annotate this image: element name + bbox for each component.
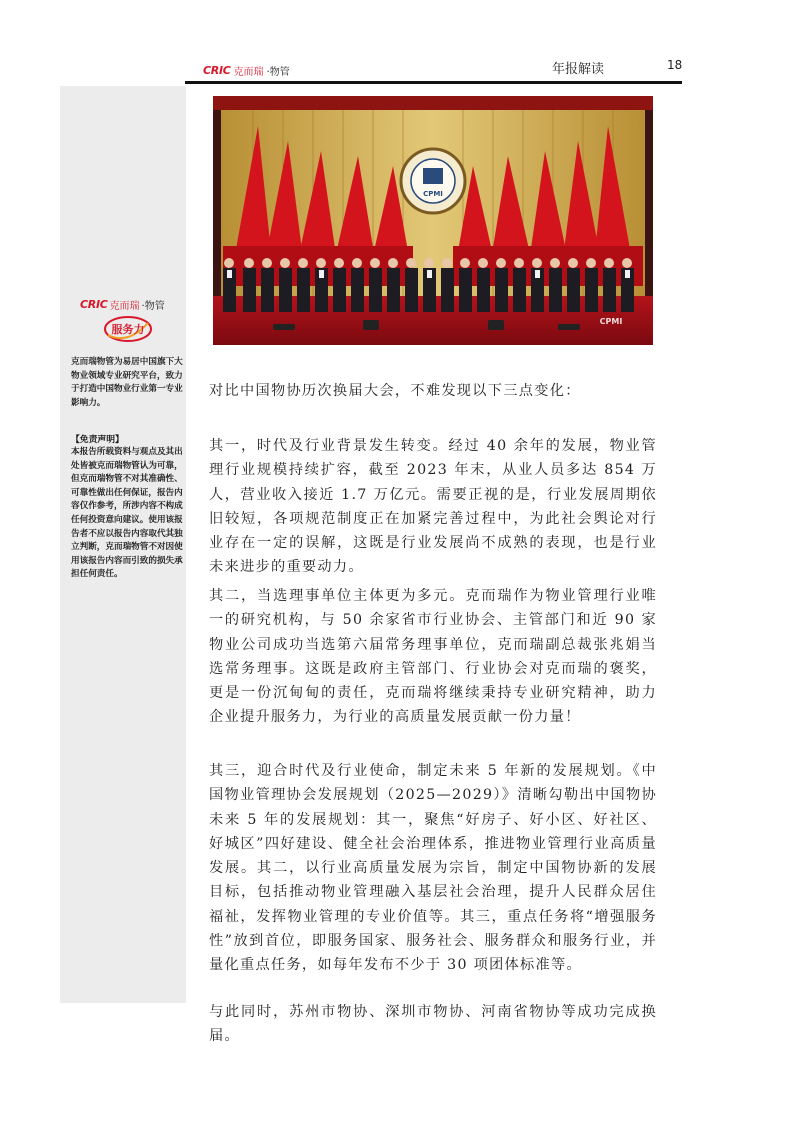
disclaimer-text: 本报告所载资料与观点及其出处皆被克而瑞物管认为可靠，但克而瑞物管不对其准确性、可靠性做出任何保证，报告内容仅作参考，所涉内容不构成任何投资意向建议。使用该报告者不应以报告内容取代其独立判断，克而瑞物管不对因使用该报告内容而引致的损失承担任何责任。 [71, 447, 183, 580]
sidebar [60, 86, 186, 1003]
header-divider [185, 81, 682, 84]
paragraph-third-change: 其三，迎合时代及行业使命，制定未来 5 年新的发展规划。《中国物业管理协会发展规划（2025—2029）》清晰勾勒出中国物协未来 5 年的发展规划：其一，聚焦“好房子、好小区、好社区、好城区”四好建设、健全社会治理体系，推进物业管理行业高质量发展。其二，以行业高质量发展为宗旨，制定中国物协新的发展目标，包括推动物业管理融入基层社会治理，提升人民群众居住福祉，发挥物业管理的专业价值等。其三，重点任务将“增强服务性”放到首位，即服务国家、服务社会、服务群众和服务行业，并量化重点任务，如每年发布不少于 30 项团体标准等。 [209, 763, 657, 974]
page-number: 18 [667, 58, 683, 72]
sidebar-logo-brand: CRIC [80, 298, 108, 311]
photo-watermark: CPMI [599, 317, 623, 326]
header-logo-sub: ·物管 [266, 66, 290, 78]
header-logo-cn: 克而瑞 [233, 66, 264, 78]
sidebar-logo-sub: ·物管 [141, 301, 165, 312]
disclaimer-title: 【免责声明】 [71, 435, 124, 445]
header-logo-brand: CRIC [203, 63, 231, 77]
paragraph-closing: 与此同时，苏州市物协、深圳市物协、河南省物协等成功完成换届。 [209, 1004, 657, 1045]
paragraph-second-change: 其二，当选理事单位主体更为多元。克而瑞作为物业管理行业唯一的研究机构，与 50 余家省市行业协会、主管部门和近 90 家物业公司成功当选第六届常务理事单位，克而瑞副总裁张兆娟当选常务理事。这既是政府主管部门、行业协会对克而瑞的褒奖，更是一份沉甸甸的责任，克而瑞将继续秉持专业研究精神，助力企业提升服务力，为行业的高质量发展贡献一份力量！ [209, 588, 657, 726]
service-power-badge [102, 315, 154, 343]
sidebar-logo-cn: 克而瑞 [109, 301, 140, 312]
header-logo [203, 63, 290, 77]
sidebar-logo [80, 297, 165, 312]
badge-text: 服务力 [111, 323, 145, 336]
sidebar-intro: 克而瑞物管为易居中国旗下大物业领域专业研究平台，致力于打造中国物业行业第一专业影响力。 [71, 357, 183, 408]
conference-photo [213, 96, 653, 345]
paragraph-first-change: 其一，时代及行业背景发生转变。经过 40 余年的发展，物业管理行业规模持续扩容，截至 2023 年末，从业人员多达 854 万人，营业收入接近 1.7 万亿元。需要正视的是，行业发展周期依旧较短，各项规范制度正在加紧完善过程中，为此社会舆论对行业存在一定的误解，这既是行业发展尚不成熟的表现，也是行业未来进步的重要动力。 [209, 438, 657, 576]
people-row [223, 258, 634, 312]
paragraph-intro: 对比中国物协历次换届大会，不难发现以下三点变化： [209, 383, 581, 399]
emblem-text: CPMI [423, 190, 443, 198]
header-title: 年报解读 [552, 62, 605, 77]
